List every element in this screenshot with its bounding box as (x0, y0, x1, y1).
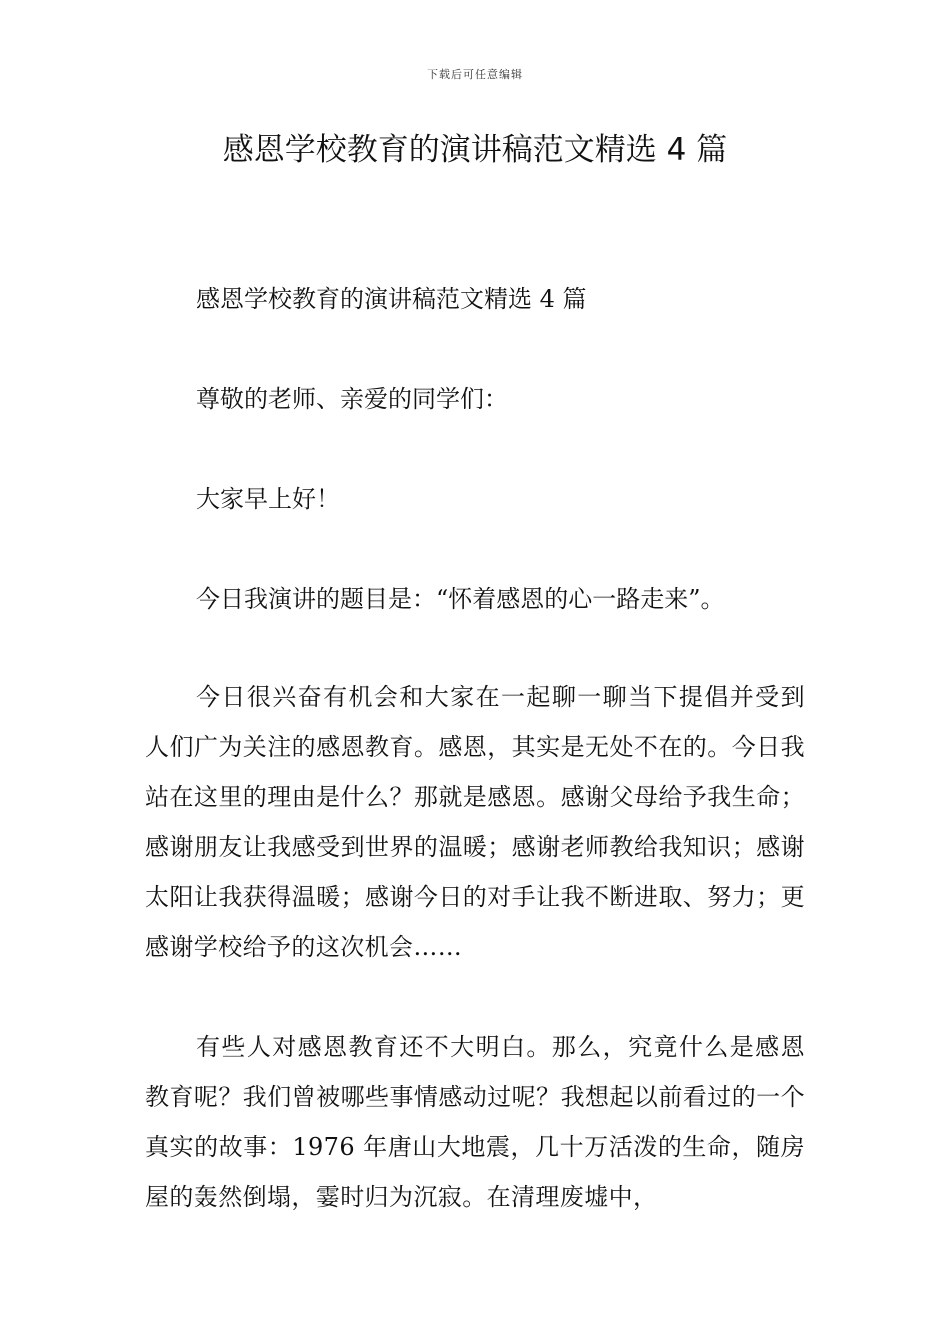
body-paragraph-2: 有些人对感恩教育还不大明白。那么，究竟什么是感恩教育呢？我们曾被哪些事情感动过呢？我想起以前看过的一个真实的故事：1976 年唐山大地震，几十万活泼的生命，随房屋的轰然倒塌，霎时归为沉寂。在清理废墟中， (145, 1033, 805, 1211)
greeting-line: 尊敬的老师、亲爱的同学们： (196, 385, 508, 413)
document-title: 感恩学校教育的演讲稿范文精选 4 篇 (222, 132, 728, 168)
header-note: 下载后可任意编辑 (427, 68, 523, 81)
topic-line: 今日我演讲的题目是：“怀着感恩的心一路走来”。 (196, 585, 725, 613)
subtitle-line: 感恩学校教育的演讲稿范文精选 4 篇 (196, 285, 587, 313)
body-paragraph-1: 今日很兴奋有机会和大家在一起聊一聊当下提倡并受到人们广为关注的感恩教育。感恩，其实是无处不在的。今日我站在这里的理由是什么？那就是感恩。感谢父母给予我生命；感谢朋友让我感受到世界的温暖；感谢老师教给我知识；感谢太阳让我获得温暖；感谢今日的对手让我不断进取、努力；更感谢学校给予的这次机会…… (145, 683, 805, 961)
morning-line: 大家早上好！ (196, 485, 340, 513)
